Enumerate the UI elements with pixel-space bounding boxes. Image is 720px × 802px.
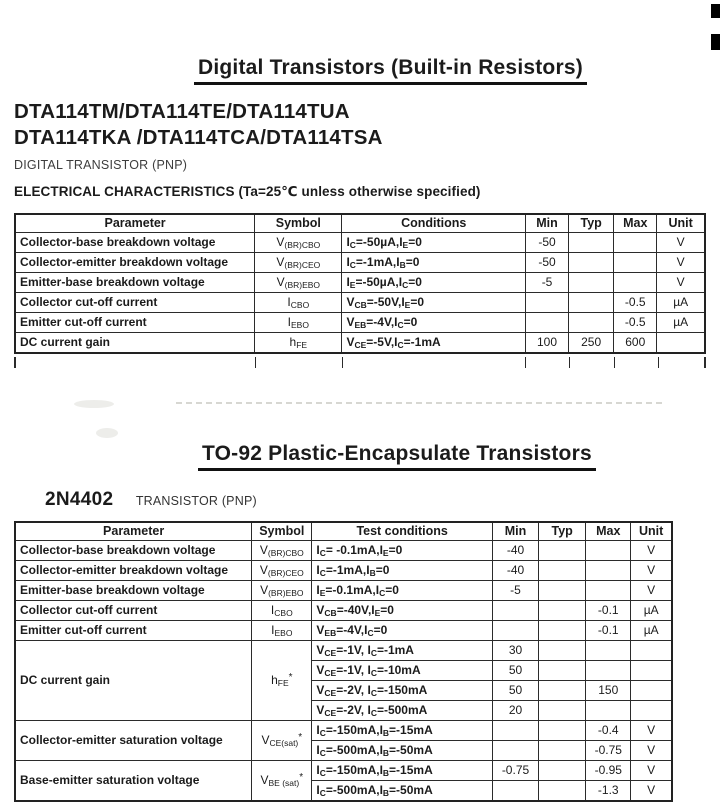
col-max: Max: [614, 214, 657, 233]
cell-typ: [569, 253, 614, 273]
col-conditions: Conditions: [342, 214, 526, 233]
section1-part-numbers: [14, 99, 383, 151]
cell-unit: V: [657, 253, 705, 273]
cell-unit: µA: [657, 293, 705, 313]
table-row: [15, 233, 705, 253]
table1-header-row: [15, 214, 705, 233]
cell-parameter: Emitter-base breakdown voltage: [15, 273, 255, 293]
cell-max: -0.4: [586, 721, 631, 741]
cell-max: [614, 233, 657, 253]
cell-typ: [539, 741, 586, 761]
col-unit: Unit: [631, 522, 672, 541]
scan-artifact-smudge: [96, 428, 118, 438]
cell-unit: µA: [631, 621, 672, 641]
cell-conditions: $I_C=-150mA,I_B=-15mA$: [312, 721, 493, 741]
cell-parameter: Collector-emitter breakdown voltage: [15, 253, 255, 273]
cell-conditions: $V_{CE}=-1V$, $I_C=-10mA$: [312, 661, 493, 681]
table1-cutoff-row-lines: [14, 357, 706, 368]
cell-max: -0.95: [586, 761, 631, 781]
table-row: [15, 621, 672, 641]
cell-min: -50: [525, 253, 568, 273]
cell-parameter: DC current gain: [15, 333, 255, 354]
cell-conditions: $I_C=-1mA,I_B=0$: [312, 561, 493, 581]
cell-typ: [569, 313, 614, 333]
cell-typ: [539, 781, 586, 802]
section2-title: TO-92 Plastic-Encapsulate Transistors: [198, 442, 596, 471]
cell-min: -40: [492, 561, 538, 581]
cell-min: 30: [492, 641, 538, 661]
cell-conditions: $I_E=-0.1mA,I_C=0$: [312, 581, 493, 601]
cell-conditions: $V_{CE}=-1V$, $I_C=-1mA$: [312, 641, 493, 661]
cell-max: -1.3: [586, 781, 631, 802]
cell-parameter: Collector-base breakdown voltage: [15, 233, 255, 253]
cell-unit: V: [631, 561, 672, 581]
cell-symbol: $V_{(BR)CBO}$: [255, 233, 342, 253]
part-line-1: DTA114TM/DTA114TE/DTA114TUA: [14, 100, 350, 123]
cell-typ: [539, 581, 586, 601]
cell-typ: [539, 721, 586, 741]
cell-conditions: $V_{CE}=-2V$, $I_C=-500mA$: [312, 701, 493, 721]
cell-symbol: $I_{CBO}$: [252, 601, 312, 621]
cell-unit: V: [631, 581, 672, 601]
cell-typ: [569, 233, 614, 253]
col-parameter: Parameter: [15, 522, 252, 541]
cell-max: [586, 661, 631, 681]
cell-max: [586, 541, 631, 561]
cell-max: -0.75: [586, 741, 631, 761]
cell-parameter: Collector cut-off current: [15, 601, 252, 621]
cell-max: -0.5: [614, 293, 657, 313]
cell-max: 150: [586, 681, 631, 701]
cell-unit: V: [657, 233, 705, 253]
cell-typ: [539, 701, 586, 721]
cell-parameter: Base-emitter saturation voltage: [15, 761, 252, 802]
cell-unit: µA: [657, 313, 705, 333]
cell-conditions: $V_{CB}=-50V,I_E=0$: [342, 293, 526, 313]
col-parameter: Parameter: [15, 214, 255, 233]
table-row: [15, 313, 705, 333]
table-row: [15, 253, 705, 273]
cell-unit: µA: [631, 601, 672, 621]
cell-symbol: $V_{(BR)EBO}$: [252, 581, 312, 601]
cell-parameter: Collector-base breakdown voltage: [15, 541, 252, 561]
col-min: Min: [492, 522, 538, 541]
col-symbol: Symbol: [255, 214, 342, 233]
scan-mark-second: [711, 34, 720, 50]
cell-parameter: Collector cut-off current: [15, 293, 255, 313]
scan-artifact-smudge: [74, 400, 114, 408]
cell-symbol: $V_{BE (sat)}^*$: [252, 761, 312, 802]
cell-min: 50: [492, 681, 538, 701]
electrical-characteristics-table: [14, 213, 706, 354]
cell-min: -5: [525, 273, 568, 293]
cell-typ: [539, 621, 586, 641]
cell-unit: [657, 333, 705, 354]
section2-part-heading: [45, 489, 257, 511]
cell-typ: [539, 641, 586, 661]
cell-symbol: $I_{EBO}$: [255, 313, 342, 333]
cell-max: -0.1: [586, 621, 631, 641]
cell-typ: [569, 293, 614, 313]
cell-min: -0.75: [492, 761, 538, 781]
cell-min: [525, 313, 568, 333]
cell-typ: [569, 273, 614, 293]
cell-conditions: $V_{CE}=-5V,I_C=-1mA$: [342, 333, 526, 354]
part-type: TRANSISTOR (PNP): [135, 494, 257, 508]
cell-conditions: $I_C=-1mA,I_B=0$: [342, 253, 526, 273]
col-symbol: Symbol: [252, 522, 312, 541]
cell-min: -40: [492, 541, 538, 561]
cell-max: [586, 641, 631, 661]
table-row: [15, 273, 705, 293]
section1-subtitle: DIGITAL TRANSISTOR (PNP): [14, 158, 188, 172]
cell-max: [586, 561, 631, 581]
cell-symbol: $V_{(BR)CEO}$: [252, 561, 312, 581]
cell-max: [614, 253, 657, 273]
cell-parameter: Collector-emitter breakdown voltage: [15, 561, 252, 581]
cell-conditions: $V_{EB}=-4V,I_C=0$: [312, 621, 493, 641]
col-test-conditions: Test conditions: [312, 522, 493, 541]
cell-typ: [539, 661, 586, 681]
cell-unit: [631, 641, 672, 661]
cell-min: [492, 721, 538, 741]
electrical-characteristics-heading: ELECTRICAL CHARACTERISTICS (Ta=25℃ unless otherwise specified): [14, 184, 481, 199]
cell-parameter: DC current gain: [15, 641, 252, 721]
scan-mark-top: [711, 4, 720, 18]
col-typ: Typ: [539, 522, 586, 541]
cell-typ: [539, 601, 586, 621]
col-max: Max: [586, 522, 631, 541]
part-line-2: DTA114TKA /DTA114TCA/DTA114TSA: [14, 126, 383, 149]
cell-typ: [539, 541, 586, 561]
cell-max: -0.5: [614, 313, 657, 333]
cell-unit: [631, 681, 672, 701]
table-row: [15, 601, 672, 621]
table2-header-row: [15, 522, 672, 541]
cell-typ: 250: [569, 333, 614, 354]
cell-parameter: Emitter cut-off current: [15, 621, 252, 641]
col-typ: Typ: [569, 214, 614, 233]
part-number: 2N4402: [45, 489, 114, 510]
cell-symbol: $I_{CBO}$: [255, 293, 342, 313]
cell-typ: [539, 561, 586, 581]
cell-symbol: $V_{(BR)CBO}$: [252, 541, 312, 561]
cell-conditions: $I_C= -0.1mA,I_E=0$: [312, 541, 493, 561]
test-conditions-table: [14, 521, 673, 802]
scan-artifact-dashed-line: [176, 402, 662, 404]
table-row: [15, 581, 672, 601]
table-row: [15, 541, 672, 561]
cell-parameter: Emitter-base breakdown voltage: [15, 581, 252, 601]
cell-min: 20: [492, 701, 538, 721]
cell-conditions: $I_C=-50\mu A,I_E=0$: [342, 233, 526, 253]
cell-symbol: $h_{FE}$: [255, 333, 342, 354]
cell-symbol: $I_{EBO}$: [252, 621, 312, 641]
cell-min: -50: [525, 233, 568, 253]
cell-conditions: $V_{EB}=-4V,I_C=0$: [342, 313, 526, 333]
cell-min: 100: [525, 333, 568, 354]
table-row: [15, 761, 672, 781]
cell-conditions: $I_E=-50\mu A,I_C=0$: [342, 273, 526, 293]
cell-min: [492, 781, 538, 802]
cell-unit: V: [631, 761, 672, 781]
table-row: [15, 293, 705, 313]
cell-min: [492, 741, 538, 761]
cell-parameter: Collector-emitter saturation voltage: [15, 721, 252, 761]
cell-min: [525, 293, 568, 313]
cell-unit: V: [631, 781, 672, 802]
cell-conditions: $I_C=-500mA,I_B=-50mA$: [312, 781, 493, 802]
cell-unit: [631, 661, 672, 681]
cell-unit: V: [631, 721, 672, 741]
section1-title: Digital Transistors (Built-in Resistors): [194, 56, 587, 85]
cell-symbol: $V_{(BR)EBO}$: [255, 273, 342, 293]
table-row: [15, 561, 672, 581]
cell-max: 600: [614, 333, 657, 354]
cell-min: [492, 621, 538, 641]
cell-parameter: Emitter cut-off current: [15, 313, 255, 333]
cell-unit: V: [631, 741, 672, 761]
cell-max: [586, 581, 631, 601]
cell-conditions: $V_{CE}=-2V$, $I_C=-150mA$: [312, 681, 493, 701]
cell-min: -5: [492, 581, 538, 601]
cell-symbol: $V_{(BR)CEO}$: [255, 253, 342, 273]
cell-max: -0.1: [586, 601, 631, 621]
cell-typ: [539, 681, 586, 701]
table-row: [15, 333, 705, 354]
cell-unit: V: [657, 273, 705, 293]
cell-min: [492, 601, 538, 621]
cell-max: [586, 701, 631, 721]
cell-unit: [631, 701, 672, 721]
cell-min: 50: [492, 661, 538, 681]
cell-unit: V: [631, 541, 672, 561]
col-min: Min: [525, 214, 568, 233]
cell-symbol: $h_{FE}^*$: [252, 641, 312, 721]
col-unit: Unit: [657, 214, 705, 233]
cell-conditions: $I_C=-150mA,I_B=-15mA$: [312, 761, 493, 781]
table-row: [15, 721, 672, 741]
cell-max: [614, 273, 657, 293]
cell-typ: [539, 761, 586, 781]
table-row: [15, 641, 672, 661]
cell-conditions: $V_{CB}=-40V,I_E=0$: [312, 601, 493, 621]
cell-conditions: $I_C=-500mA,I_B=-50mA$: [312, 741, 493, 761]
cell-symbol: $V_{CE(sat)}^*$: [252, 721, 312, 761]
